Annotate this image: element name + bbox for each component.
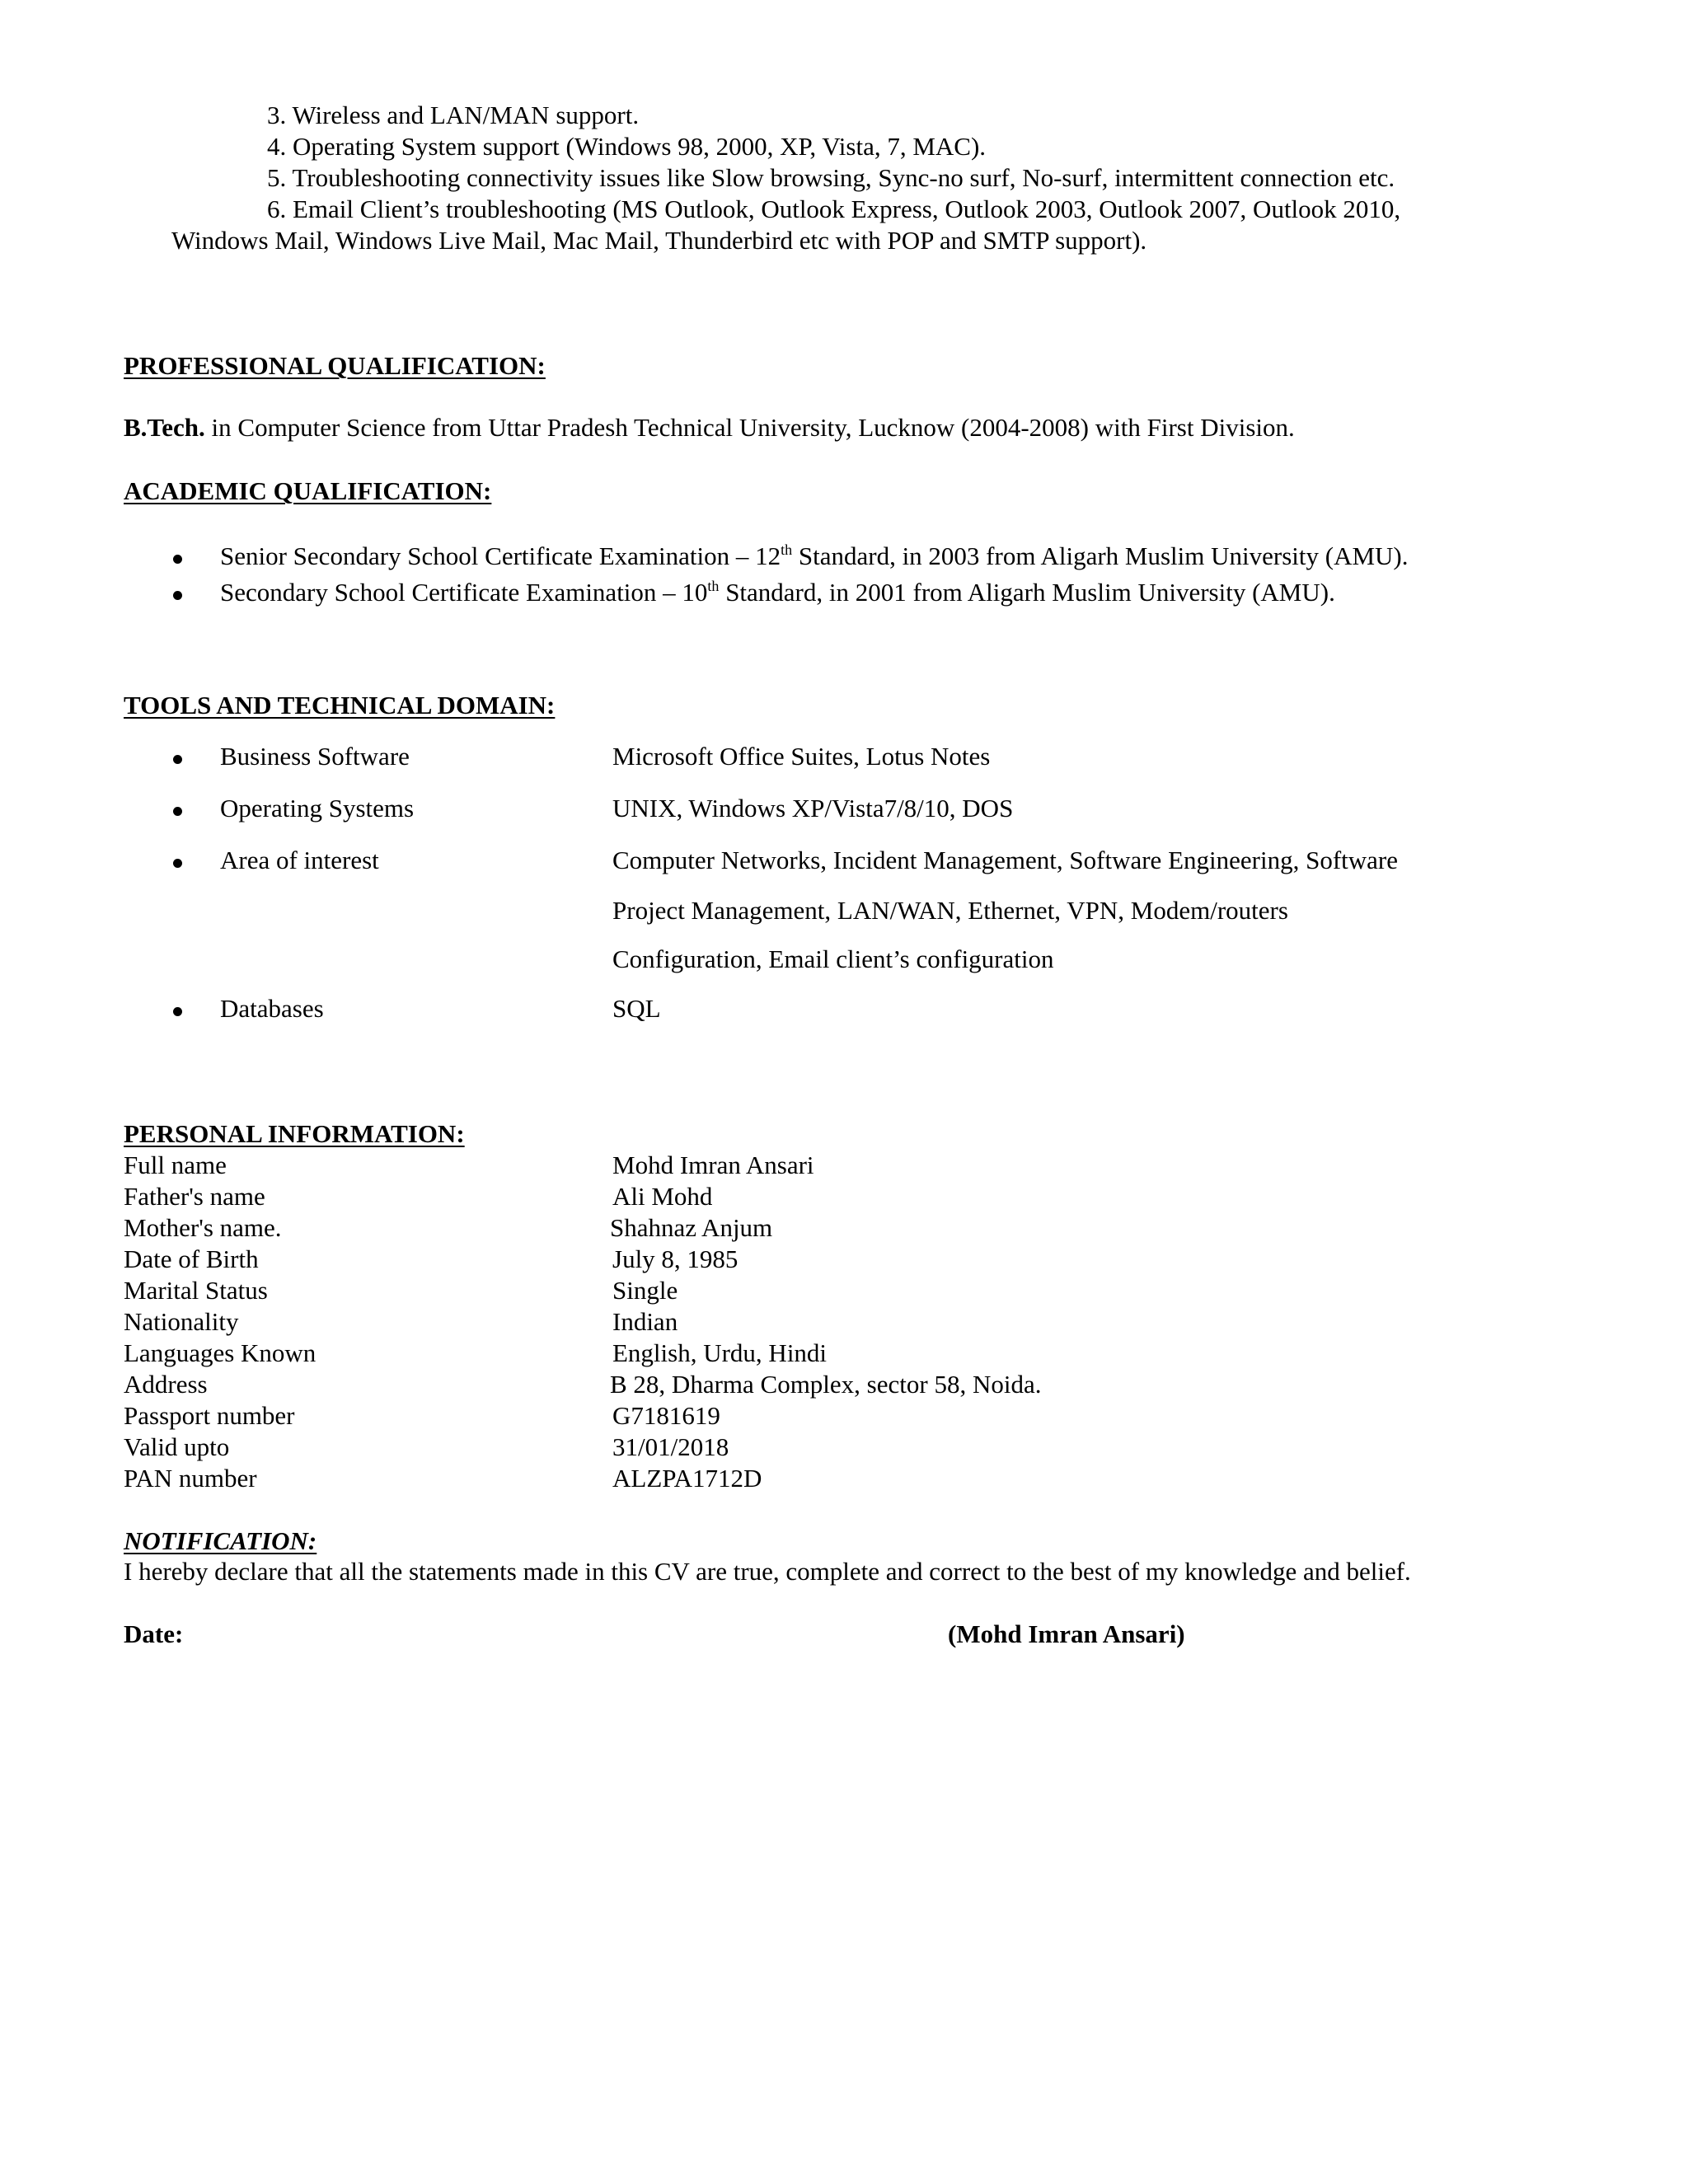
personal-label: Valid upto — [124, 1432, 230, 1461]
superscript: th — [781, 541, 793, 558]
support-item-4: 4. Operating System support (Windows 98, 2000, XP, Vista, 7, MAC). — [267, 132, 987, 161]
bullet-icon — [173, 859, 182, 868]
bullet-icon — [173, 1007, 182, 1016]
tools-label-area-of-interest: Area of interest — [220, 846, 379, 874]
academic-item-text: Senior Secondary School Certificate Examination – 12 — [220, 541, 781, 570]
tools-value-operating-systems: UNIX, Windows XP/Vista7/8/10, DOS — [612, 794, 1014, 823]
support-item-6-line1: 6. Email Client’s troubleshooting (MS Outlook, Outlook Express, Outlook 2003, Outlook 2007, Outlook 2010, — [267, 194, 1401, 223]
tools-value-area-of-interest-line2: Project Management, LAN/WAN, Ethernet, VPN, Modem/routers — [612, 896, 1288, 925]
personal-heading: PERSONAL INFORMATION: — [124, 1119, 465, 1148]
academic-item-secondary — [220, 577, 1335, 608]
signature-name: (Mohd Imran Ansari) — [948, 1619, 1185, 1648]
personal-value: 31/01/2018 — [612, 1432, 729, 1461]
tools-label-business-software: Business Software — [220, 742, 410, 771]
superscript: th — [707, 578, 720, 594]
tools-label-operating-systems: Operating Systems — [220, 794, 415, 823]
personal-value: B 28, Dharma Complex, sector 58, Noida. — [610, 1370, 1042, 1399]
personal-value: Mohd Imran Ansari — [612, 1151, 814, 1179]
academic-item-text: Secondary School Certificate Examination – 10 — [220, 578, 708, 607]
personal-label: Passport number — [124, 1401, 295, 1430]
tools-value-business-software: Microsoft Office Suites, Lotus Notes — [612, 742, 991, 771]
academic-item-senior-secondary — [220, 541, 1409, 572]
date-label: Date: — [124, 1619, 184, 1648]
personal-label: Full name — [124, 1151, 227, 1179]
support-item-6-line2: Windows Mail, Windows Live Mail, Mac Mail, Thunderbird etc with POP and SMTP support). — [171, 226, 1147, 255]
personal-label: Nationality — [124, 1307, 239, 1336]
support-item-5: 5. Troubleshooting connectivity issues like Slow browsing, Sync-no surf, No-surf, intermittent connection etc. — [267, 163, 1395, 192]
degree-details: in Computer Science from Uttar Pradesh Technical University, Lucknow (2004-2008) with First Division. — [204, 413, 1295, 442]
personal-label: Languages Known — [124, 1338, 316, 1367]
personal-label: Address — [124, 1370, 208, 1399]
professional-degree-line — [124, 412, 1295, 443]
professional-heading: PROFESSIONAL QUALIFICATION: — [124, 351, 546, 380]
support-item-3: 3. Wireless and LAN/MAN support. — [267, 101, 640, 129]
personal-value: Shahnaz Anjum — [610, 1213, 773, 1242]
personal-label: Father's name — [124, 1182, 265, 1211]
tools-label-databases: Databases — [220, 994, 324, 1023]
tools-heading: TOOLS AND TECHNICAL DOMAIN: — [124, 691, 556, 719]
personal-value: English, Urdu, Hindi — [612, 1338, 828, 1367]
personal-value: G7181619 — [612, 1401, 720, 1430]
bullet-icon — [173, 555, 182, 564]
academic-item-text: Standard, in 2001 from Aligarh Muslim University (AMU). — [719, 578, 1335, 607]
personal-label: Date of Birth — [124, 1244, 259, 1273]
personal-label: Marital Status — [124, 1276, 268, 1305]
academic-heading: ACADEMIC QUALIFICATION: — [124, 476, 492, 505]
tools-value-area-of-interest-line3: Configuration, Email client’s configuration — [612, 944, 1054, 973]
tools-value-area-of-interest-line1: Computer Networks, Incident Management, Software Engineering, Software — [612, 846, 1398, 874]
academic-item-text: Standard, in 2003 from Aligarh Muslim University (AMU). — [792, 541, 1409, 570]
bullet-icon — [173, 591, 182, 600]
personal-value: July 8, 1985 — [612, 1244, 738, 1273]
personal-label: PAN number — [124, 1464, 257, 1493]
degree-name: B.Tech. — [124, 413, 205, 442]
declaration-text: I hereby declare that all the statements made in this CV are true, complete and correct to the best of my knowledge and belief. — [124, 1557, 1411, 1586]
personal-value: ALZPA1712D — [612, 1464, 762, 1493]
personal-value: Indian — [612, 1307, 678, 1336]
bullet-icon — [173, 755, 182, 764]
personal-label: Mother's name. — [124, 1213, 282, 1242]
personal-value: Single — [612, 1276, 678, 1305]
bullet-icon — [173, 807, 182, 816]
personal-value: Ali Mohd — [612, 1182, 713, 1211]
tools-value-databases: SQL — [612, 994, 661, 1023]
notification-heading: NOTIFICATION: — [124, 1526, 317, 1555]
